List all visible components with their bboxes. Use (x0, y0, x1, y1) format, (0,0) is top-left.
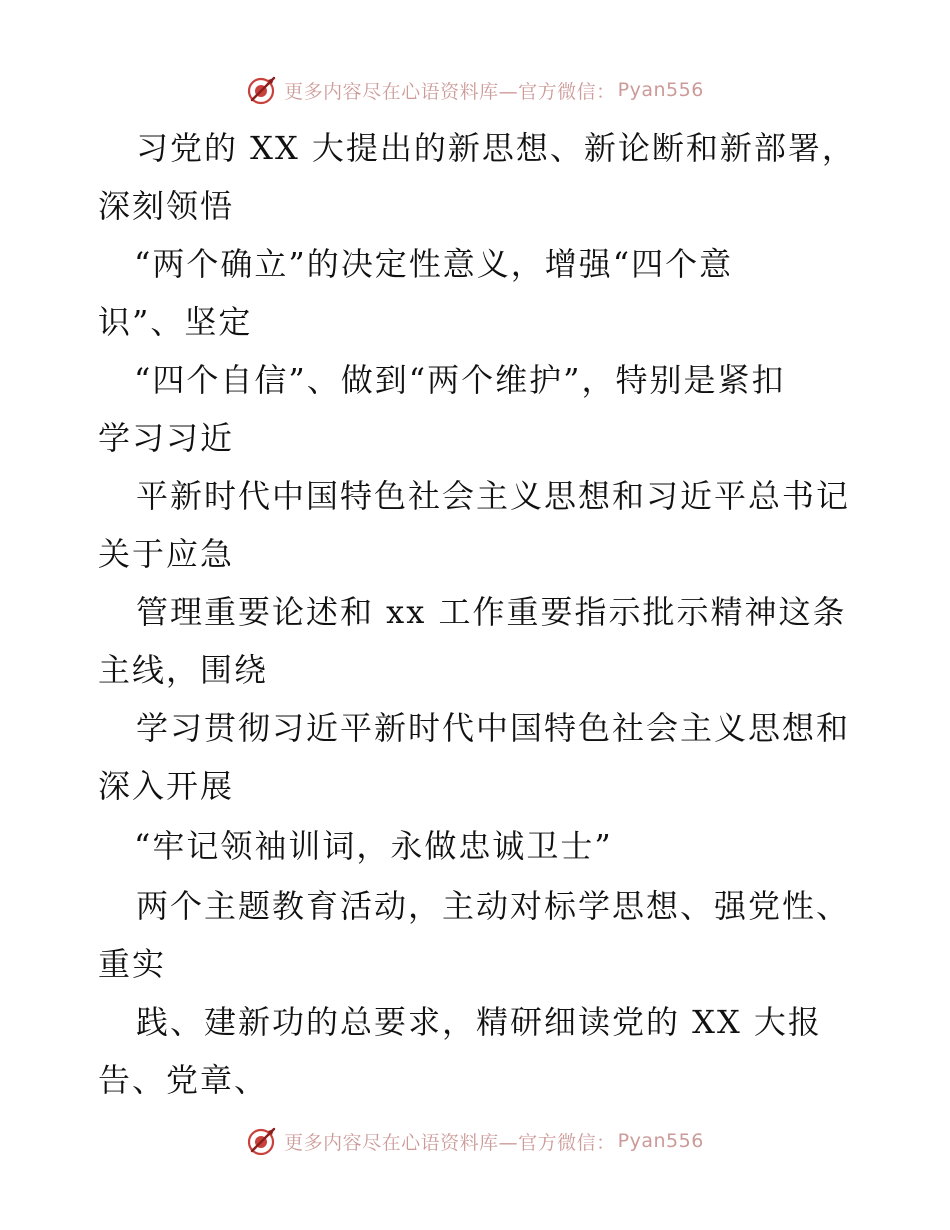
text-line: 识”、坚定 (98, 303, 253, 341)
watermark-handle: Pyan556 (617, 1130, 704, 1152)
text-line: 深刻领悟 (98, 187, 235, 225)
watermark-text: 更多内容尽在心语资料库—官方微信： (284, 1131, 616, 1154)
footer-watermark (0, 1121, 950, 1161)
text-line: 关于应急 (98, 535, 235, 573)
text-line: “牢记领袖训词，永做忠诚卫士” (134, 827, 613, 865)
text-line: 习党的 XX 大提出的新思想、新论断和新部署， (136, 129, 856, 167)
text-line: 践、建新功的总要求，精研细读党的 XX 大报 (136, 1003, 822, 1041)
text-line: 告、党章、 (98, 1061, 269, 1099)
text-line: 学习贯彻习近平新时代中国特色社会主义思想和 (136, 709, 851, 747)
text-line: 两个主题教育活动，主动对标学思想、强党性、 (136, 887, 851, 925)
quill-logo-icon (246, 1125, 278, 1157)
text-line: “四个自信”、做到“两个维护”，特别是紧扣 (134, 361, 786, 399)
text-line: “两个确立”的决定性意义，增强“四个意 (134, 245, 734, 283)
text-line: 平新时代中国特色社会主义思想和习近平总书记 (136, 477, 851, 515)
text-line: 主线，围绕 (98, 651, 269, 689)
text-line: 深入开展 (98, 767, 235, 805)
text-line: 重实 (98, 945, 167, 983)
watermark-handle: Pyan556 (617, 79, 704, 101)
text-line: 学习习近 (98, 419, 235, 457)
watermark-text: 更多内容尽在心语资料库—官方微信： (284, 80, 616, 103)
text-line: 管理重要论述和 xx 工作重要指示批示精神这条 (136, 593, 847, 631)
